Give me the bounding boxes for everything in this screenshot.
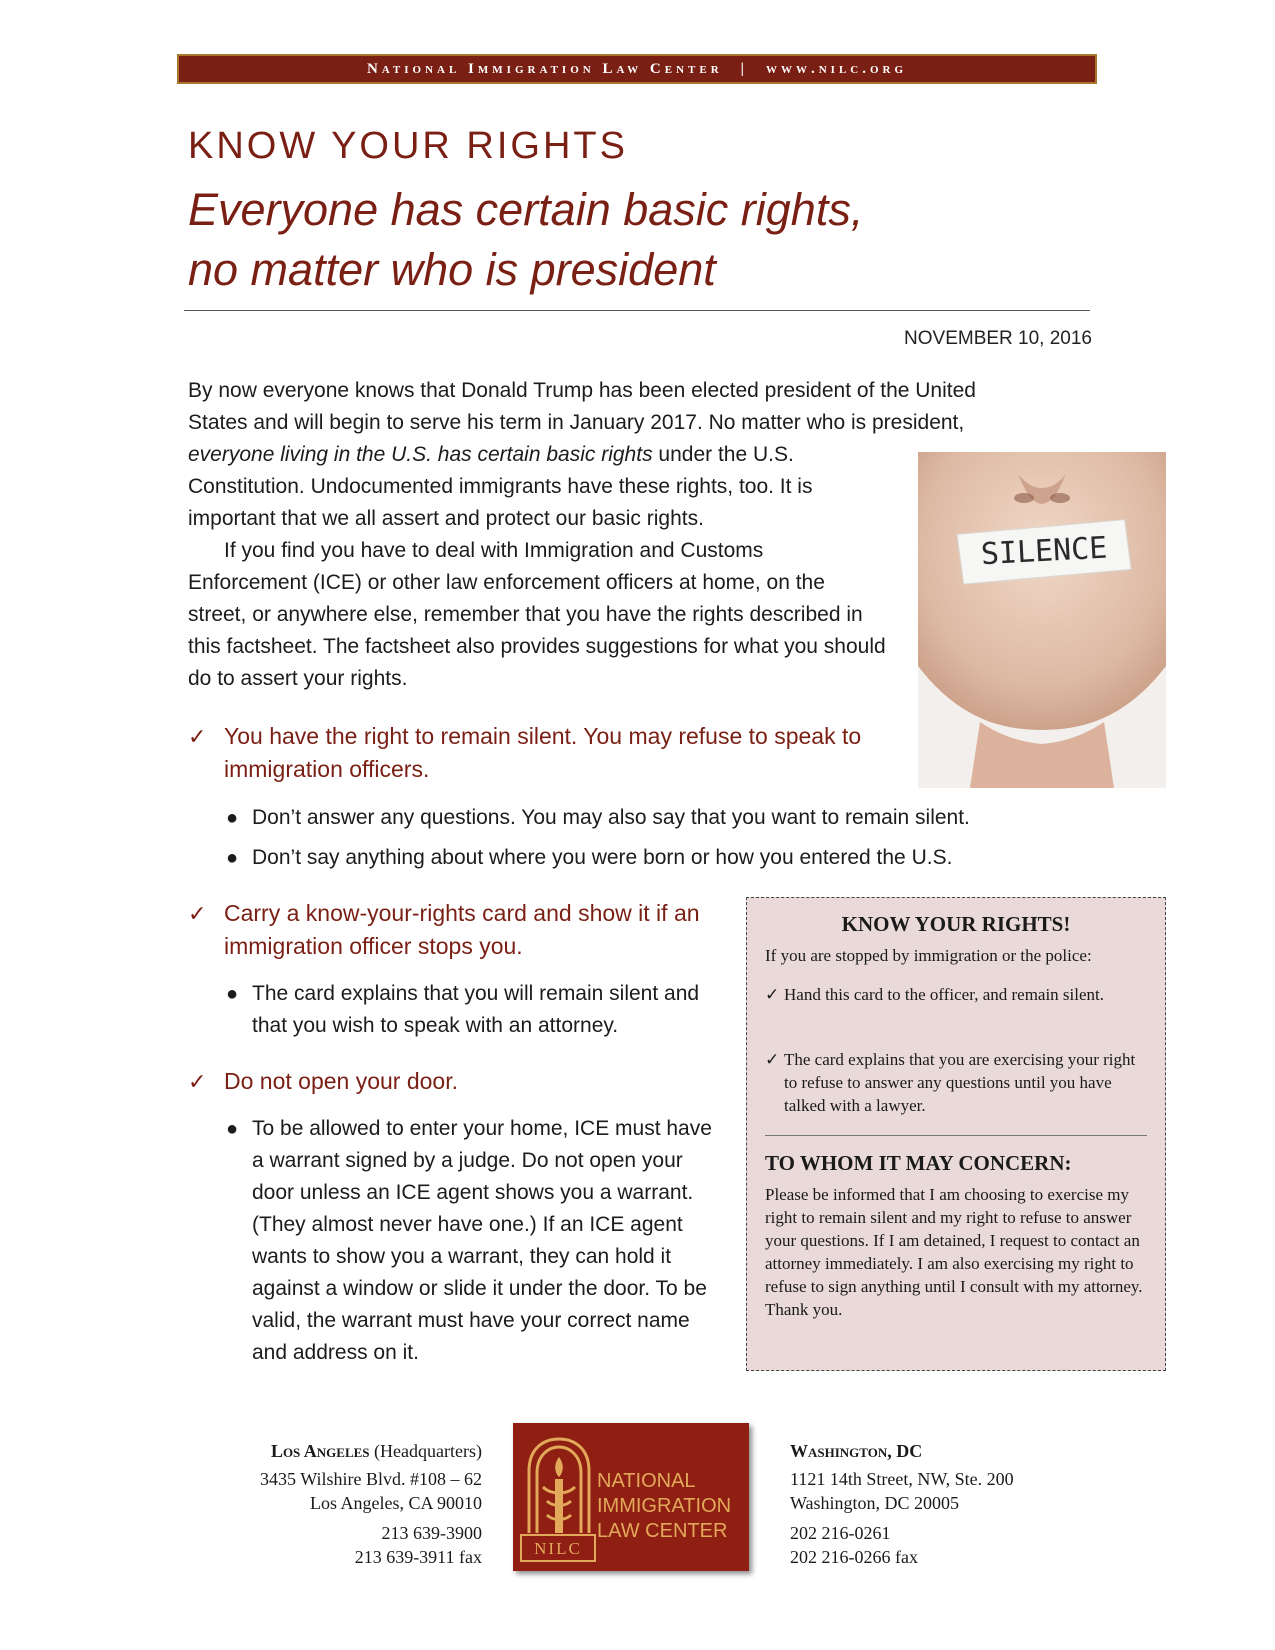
right-1-text: You have the right to remain silent. You may refuse to speak to immigration officers. [224, 723, 862, 782]
tape-text: SILENCE [980, 530, 1109, 573]
logo-line-3: LAW CENTER [597, 1520, 728, 1542]
office-street: 1121 14th Street, NW, Ste. 200 [790, 1469, 1014, 1489]
bullet-text: The card explains that you will remain silent and that you wish to speak with an attorney. [252, 982, 700, 1037]
card-item-2 [765, 1048, 1151, 1117]
logo-line-1: NATIONAL [597, 1470, 696, 1492]
intro-paragraph-2 [188, 535, 888, 695]
bullet-text: To be allowed to enter your home, ICE must have a warrant signed by a judge. Do not open your door unless an ICE agent shows you a warrant. (They almost never have one.) If an ICE agent wants to show you a warrant, they can hold it against a window or slide it under the door. To be valid, the warrant must have your correct name and address on it. [252, 1117, 712, 1364]
office-washington-dc [790, 1439, 1014, 1569]
card-title: KNOW YOUR RIGHTS! [841, 912, 1071, 936]
office-qualifier: (Headquarters) [369, 1441, 482, 1461]
list-item [224, 978, 714, 1042]
right-1-bullets [224, 802, 1084, 882]
bullet-icon: ● [226, 983, 239, 1005]
intro-emphasis: everyone living in the U.S. has certain basic rights [188, 443, 653, 466]
office-citystate: Los Angeles, CA 90010 [309, 1493, 482, 1513]
bullet-text: Don’t answer any questions. You may also say that you want to remain silent. [252, 806, 970, 829]
card-title-2: TO WHOM IT MAY CONCERN: [765, 1151, 1072, 1175]
checkmark-icon: ✓ [765, 1050, 780, 1069]
bullet-text: Don’t say anything about where you were born or how you entered the U.S. [252, 846, 953, 869]
office-fax: 202 216-0266 fax [790, 1547, 918, 1567]
silence-photo-illustration [918, 452, 1166, 788]
right-2-text: Carry a know-your-rights card and show it if an immigration officer stops you. [224, 900, 700, 959]
office-city: Los Angeles [270, 1441, 370, 1461]
know-your-rights-card [746, 897, 1166, 1371]
right-3-heading [188, 1065, 728, 1098]
checkmark-icon: ✓ [188, 1069, 207, 1094]
office-street: 3435 Wilshire Blvd. #108 – 62 [260, 1469, 482, 1489]
banner-separator: | [740, 60, 748, 77]
bullet-icon: ● [226, 847, 239, 869]
card-item-1 [765, 983, 1151, 1006]
right-2-bullets [224, 978, 714, 1042]
intro-rest: under the U.S. Constitution. Undocumented immigrants have these rights, too. It is important that we all assert and protect our basic rights. [188, 443, 813, 530]
checkmark-icon: ✓ [188, 901, 207, 926]
card-note: Please be informed that I am choosing to exercise my right to remain silent and my right to refuse to answer your questions. If I am detained, I request to contact an attorney immediately. I am also exercising my right to refuse to sign anything until I consult with my attorney. Thank you. [765, 1185, 1143, 1319]
office-phone: 202 216-0261 [790, 1523, 891, 1543]
office-citystate: Washington, DC 20005 [790, 1493, 960, 1513]
intro-paragraph-2-text: If you find you have to deal with Immigration and Customs Enforcement (ICE) or other law enforcement officers at home, on the street, or anywhere else, remember that you have the rights described in this factsheet. The factsheet also provides suggestions for what you should do to assert your rights. [188, 539, 886, 690]
header-banner [177, 54, 1097, 84]
torch-icon [513, 1423, 603, 1571]
title-divider [184, 310, 1090, 311]
silence-photo [918, 452, 1166, 788]
office-phone: 213 639-3900 [381, 1523, 482, 1543]
page-headline [188, 180, 1088, 300]
logo-acronym: NILC [534, 1539, 582, 1558]
logo-wordmark [597, 1469, 731, 1544]
headline-line-1: Everyone has certain basic rights, [188, 184, 864, 235]
page-kicker: KNOW YOUR RIGHTS [188, 125, 628, 167]
card-item-text: Hand this card to the officer, and remain silent. [784, 985, 1105, 1004]
publication-date: NOVEMBER 10, 2016 [904, 328, 1092, 349]
right-3-bullets [224, 1113, 714, 1369]
list-item [224, 802, 1084, 834]
office-fax: 213 639-3911 fax [354, 1547, 482, 1567]
right-1-heading [188, 720, 908, 786]
banner-org-name: National Immigration Law Center [366, 60, 723, 77]
list-item [224, 842, 1084, 874]
bullet-icon: ● [226, 807, 239, 829]
right-3-text: Do not open your door. [224, 1068, 458, 1094]
card-item-text: The card explains that you are exercising your right to refuse to answer any questions until you have talked with a lawyer. [784, 1050, 1136, 1115]
card-intro: If you are stopped by immigration or the police: [765, 946, 1092, 965]
logo-line-2: IMMIGRATION [597, 1495, 732, 1517]
intro-line-2: States and will begin to serve his term in January 2017. No matter who is president, [188, 411, 965, 434]
banner-website: www.nilc.org [765, 60, 908, 77]
nilc-logo [513, 1423, 749, 1571]
checkmark-icon: ✓ [765, 985, 780, 1004]
intro-line-1: By now everyone knows that Donald Trump has been elected president of the United [188, 379, 976, 402]
intro-wrapped-text [188, 439, 888, 535]
headline-line-2: no matter who is president [188, 244, 716, 295]
card-divider [765, 1135, 1147, 1136]
right-2-heading [188, 897, 728, 963]
office-los-angeles [260, 1439, 482, 1569]
office-city: Washington, DC [790, 1441, 923, 1461]
checkmark-icon: ✓ [188, 724, 207, 749]
list-item [224, 1113, 714, 1369]
bullet-icon: ● [226, 1118, 239, 1140]
